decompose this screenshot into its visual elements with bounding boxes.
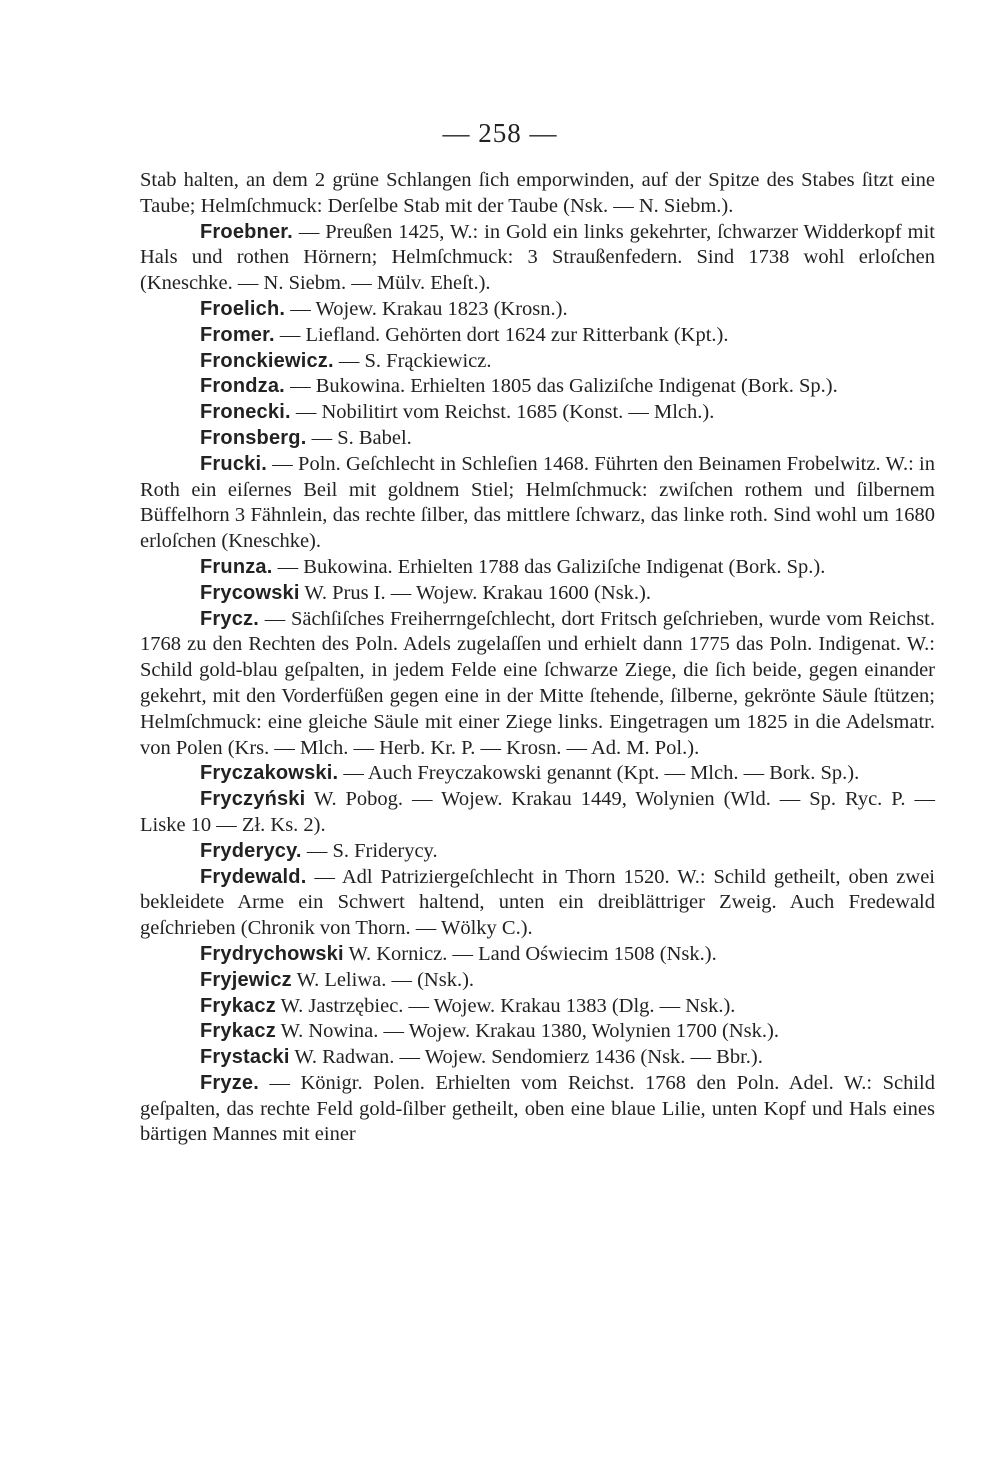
entry-text: — Bukowina. Erhielten 1788 das Galiziſche Indigenat (Bork. Sp.).	[272, 555, 826, 578]
entry-lemma: Fromer.	[200, 323, 275, 346]
entry-lemma: Frykacz	[200, 994, 276, 1017]
entry-text: W. Kornicz. — Land Oświecim 1508 (Nsk.).	[343, 942, 717, 965]
entry	[140, 761, 935, 787]
entry	[140, 994, 935, 1020]
entry-text: — Adl Patriziergeſchlecht in Thorn 1520. W.: Schild getheilt, oben zwei bekleidete Arme ein Schwert haltend, unten ein dreiblättriger Zweig. Auch Fredewald geſchrieben (Chronik von Thorn. — Wölky C.).	[140, 865, 935, 940]
entry-text: — S. Frąckiewicz.	[333, 349, 492, 372]
entry-lemma: Fryderycy.	[200, 839, 302, 862]
entry	[140, 607, 935, 762]
page-number: — 258 —	[442, 118, 558, 148]
entry-text: — Liefland. Gehörten dort 1624 zur Ritterbank (Kpt.).	[274, 323, 729, 346]
entry	[140, 323, 935, 349]
entry-lemma: Fryjewicz	[200, 968, 292, 991]
entry	[140, 968, 935, 994]
entry-lemma: Frycz.	[200, 607, 260, 630]
entry-lemma: Fronsberg.	[200, 426, 307, 449]
entry	[140, 865, 935, 942]
dictionary-text	[140, 168, 935, 1148]
entry-lemma: Frunza.	[200, 555, 273, 578]
entry-text: — Wojew. Krakau 1823 (Krosn.).	[285, 297, 568, 320]
entry	[140, 426, 935, 452]
entry-lemma: Frykacz	[200, 1020, 276, 1043]
entry	[140, 942, 935, 968]
entry-text: — Sächſiſches Freiherrngeſchlecht, dort Fritsch geſchrieben, wurde vom Reichst. 1768 zu den Rechten des Poln. Adels zugelaſſen und erhielt dann 1775 das Poln. Indigenat. W.: Schild gold-blau geſpalten, in jedem Felde eine ſchwarze Ziege, die ſich beide, gegen einander gekehrt, mit den Vorderfüßen gegen eine in der Mitte ſtehende, ſilberne, gekrönte Säule ſtützen; Helmſchmuck: eine gleiche Säule mit einer Ziege links. Eingetragen um 1825 in die Adelsmatr. von Polen (Krs. — Mlch. — Herb. Kr. P. — Krosn. — Ad. M. Pol.).	[140, 607, 935, 759]
entry-text: — Preußen 1425, W.: in Gold ein links gekehrter, ſchwarzer Widderkopf mit Hals und rothen Hörnern; Helmſchmuck: 3 Straußenfedern. Sind 1738 wohl erloſchen (Kneschke. — N. Siebm. — Mülv. Eheſt.).	[140, 220, 935, 295]
entry-lemma: Frydrychowski	[200, 942, 344, 965]
entry-text: — S. Babel.	[306, 426, 412, 449]
entry-lemma: Frucki.	[200, 452, 267, 475]
entry	[140, 555, 935, 581]
entry-text: W. Prus I. — Wojew. Krakau 1600 (Nsk.).	[299, 581, 651, 604]
entry-text: — Bukowina. Erhielten 1805 das Galiziſche Indigenat (Bork. Sp.).	[284, 375, 838, 398]
entry-text: Stab halten, an dem 2 grüne Schlangen ſich emporwinden, auf der Spitze des Stabes ſitzt eine Taube; Helmſchmuck: Derſelbe Stab mit der Taube (Nsk. — N. Siebm.).	[140, 169, 935, 217]
entry-lemma: Fryczakowski.	[200, 762, 339, 785]
entry-lemma: Frondza.	[200, 375, 285, 398]
entry	[140, 787, 935, 839]
entry	[140, 374, 935, 400]
entry	[140, 581, 935, 607]
entry-text: — Nobilitirt vom Reichst. 1685 (Konst. — Mlch.).	[290, 401, 715, 424]
entry	[140, 297, 935, 323]
entry-lemma: Fryczyński	[200, 788, 306, 811]
entry-text: W. Nowina. — Wojew. Krakau 1380, Wolynien 1700 (Nsk.).	[275, 1020, 779, 1043]
entry-text: W. Pobog. — Wojew. Krakau 1449, Wolynien (Wld. — Sp. Ryc. P. — Liske 10 — Zł. Ks. 2).	[140, 788, 935, 836]
entry-lemma: Fryze.	[200, 1071, 260, 1094]
entry-text: — Poln. Geſchlecht in Schleſien 1468. Führten den Beinamen Frobelwitz. W.: in Roth ein eiſernes Beil mit goldnem Stiel; Helmſchmuck: zwiſchen rothem und ſilbernem Büffelhorn 3 Fähnlein, das rechte ſilber, das mittlere ſchwarz, das linke roth. Sind wohl um 1680 erloſchen (Kneschke).	[140, 452, 935, 553]
entry	[140, 400, 935, 426]
entry-lemma: Frycowski	[200, 581, 300, 604]
entry-lemma: Froelich.	[200, 297, 286, 320]
entry-lemma: Froebner.	[200, 220, 293, 243]
entry	[140, 1019, 935, 1045]
entry	[140, 1045, 935, 1071]
entry-text: — S. Friderycy.	[301, 839, 438, 862]
entry	[140, 839, 935, 865]
entry-lemma: Frydewald.	[200, 865, 307, 888]
entry-lemma: Fronecki.	[200, 401, 291, 424]
entry-lemma: Fronckiewicz.	[200, 349, 334, 372]
entry-text: W. Leliwa. — (Nsk.).	[291, 968, 475, 991]
entry-continuation	[140, 168, 935, 220]
entry-text: W. Jastrzębiec. — Wojew. Krakau 1383 (Dlg. — Nsk.).	[275, 994, 736, 1017]
entry	[140, 1071, 935, 1148]
entry-lemma: Frystacki	[200, 1046, 290, 1069]
entry-text: — Königr. Polen. Erhielten vom Reichst. 1768 den Poln. Adel. W.: Schild geſpalten, das rechte Feld gold-ſilber getheilt, oben eine blaue Lilie, unten Kopf und Hals eines bärtigen Mannes mit einer	[140, 1071, 935, 1146]
entry	[140, 452, 935, 555]
entry-text: W. Radwan. — Wojew. Sendomierz 1436 (Nsk. — Bbr.).	[289, 1046, 763, 1069]
entry	[140, 349, 935, 375]
entry	[140, 220, 935, 297]
entry-text: — Auch Freyczakowski genannt (Kpt. — Mlch. — Bork. Sp.).	[338, 762, 860, 785]
